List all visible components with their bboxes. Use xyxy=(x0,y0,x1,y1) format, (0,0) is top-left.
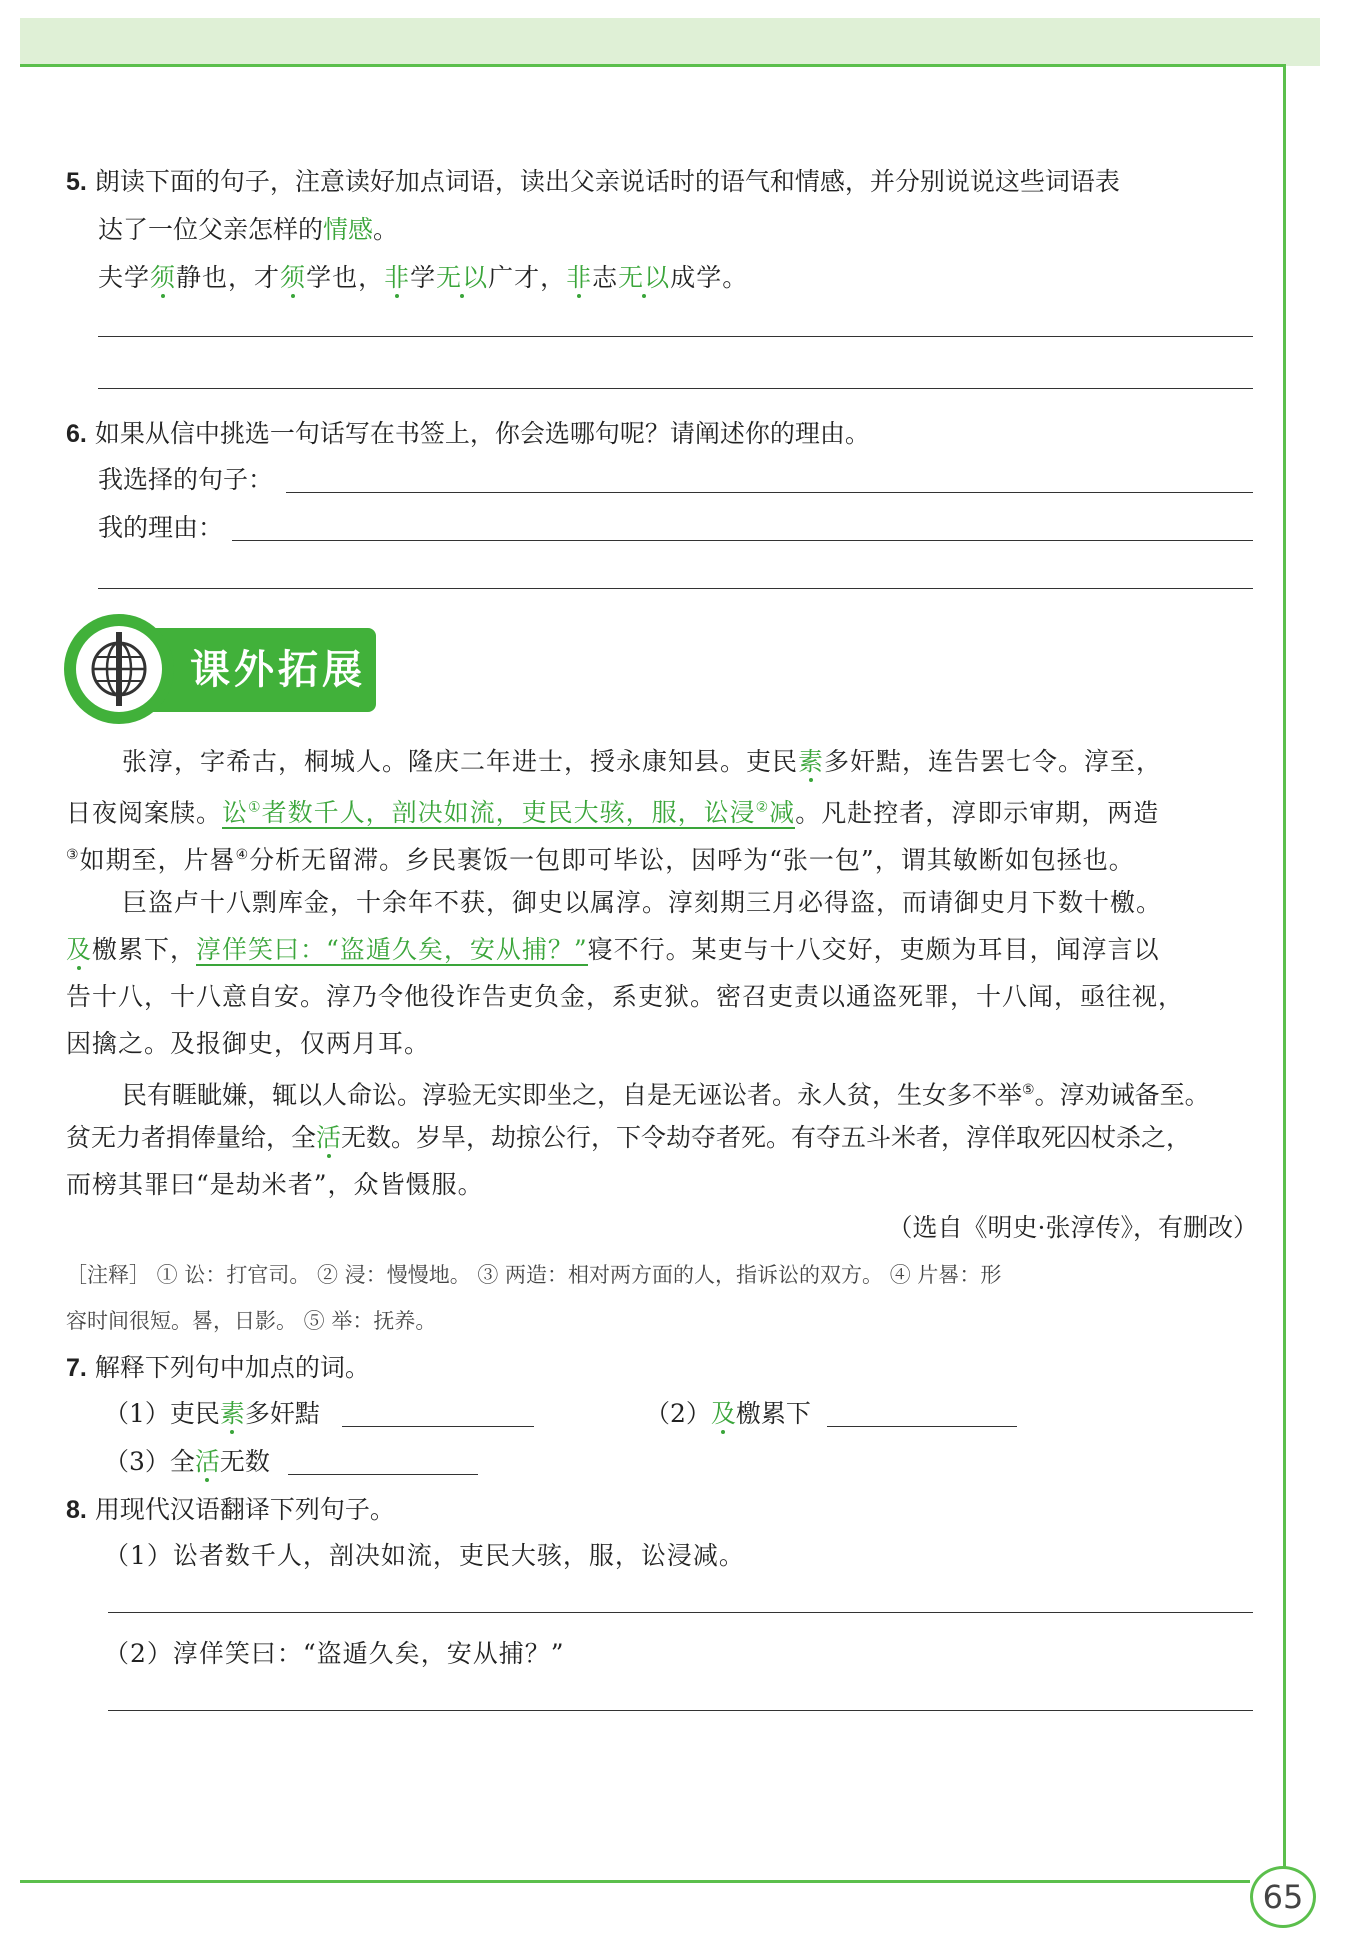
dotted-word: 须 xyxy=(280,263,307,292)
top-band xyxy=(20,18,1320,66)
question-number: 6. xyxy=(66,420,87,448)
annotation-notes xyxy=(66,1252,1256,1344)
text: 减 xyxy=(769,798,796,828)
dotted-word: 活 xyxy=(316,1123,342,1152)
question-text: 达了一位父亲怎样的 xyxy=(98,215,324,244)
question-8 xyxy=(66,1490,395,1530)
note-line: ［注释］ ① 讼：打官司。 ② 浸：慢慢地。 ③ 两造：相对两方面的人，指诉讼的双方。 ④ 片晷：形 xyxy=(66,1263,1002,1287)
dotted-word: 素 xyxy=(798,747,825,776)
frame-right-line xyxy=(1283,66,1286,1886)
item-7-1 xyxy=(104,1394,320,1434)
text: 贫无力者捐俸量给，全 xyxy=(66,1123,317,1152)
passage-line xyxy=(66,738,1256,785)
text: （3）全 xyxy=(104,1447,195,1476)
dotted-word: 非 xyxy=(566,263,593,292)
sentence-8-2: （2）淳佯笑曰：“盗遁久矣，安从捕？” xyxy=(104,1639,565,1668)
text: 张淳，字希古，桐城人。隆庆二年进士，授永康知县。吏民 xyxy=(122,747,799,776)
sentence-part: 志 xyxy=(592,263,619,292)
question-text: 如果从信中挑选一句话写在书签上，你会选哪句呢？请阐述你的理由。 xyxy=(94,419,870,448)
passage-line xyxy=(66,832,1256,883)
answer-line[interactable] xyxy=(232,540,1253,541)
sentence-8-1: （1）讼者数千人，剖决如流，吏民大骇，服，讼浸减。 xyxy=(104,1541,745,1570)
frame-top-line xyxy=(20,64,1286,67)
question-number: 5. xyxy=(66,168,87,196)
dotted-word: 活 xyxy=(194,1447,220,1476)
passage-line xyxy=(66,926,1256,973)
text: 。凡赴控者，淳即示审期，两造 xyxy=(795,798,1160,828)
passage-line: 因擒之。及报御史，仅两月耳。 xyxy=(66,1029,431,1058)
footnote-mark: ④ xyxy=(235,847,250,863)
dotted-word: 非 xyxy=(384,263,411,292)
passage-line: 巨盗卢十八剽库金，十余年不获，御史以属淳。淳刻期三月必得盗，而请御史月下数十檄。 xyxy=(122,888,1163,917)
passage-line xyxy=(66,785,1256,836)
passage-line: 而榜其罪曰“是劫米者”，众皆慑服。 xyxy=(66,1170,484,1199)
passage-line xyxy=(66,1067,1256,1118)
question-5-line2 xyxy=(98,210,398,250)
dotted-word: 素 xyxy=(219,1399,245,1428)
footnote-mark: ⑤ xyxy=(1022,1082,1035,1098)
text: 寝不行。某吏与十八交好，吏颇为耳目，闻淳言以 xyxy=(587,935,1160,964)
dotted-word: 及 xyxy=(66,935,93,964)
item-7-3 xyxy=(104,1442,270,1482)
text: 者数千人，剖决如流，吏民大骇，服，讼浸 xyxy=(261,798,756,828)
question-5 xyxy=(66,162,1120,202)
frame-bottom-line xyxy=(20,1880,1250,1883)
sentence-part: 静也，才 xyxy=(176,263,281,292)
footnote-mark: ① xyxy=(248,800,262,816)
keyword: 情感 xyxy=(323,215,374,244)
text: 无数 xyxy=(219,1447,270,1476)
question-number: 7. xyxy=(66,1354,87,1382)
label-chosen-sentence: 我选择的句子： xyxy=(98,465,274,494)
label-reason: 我的理由： xyxy=(98,513,224,542)
footnote-mark: ② xyxy=(755,800,770,816)
page-number: 65 xyxy=(1250,1866,1316,1928)
item-7-2 xyxy=(645,1394,811,1434)
question-7 xyxy=(66,1348,370,1388)
section-title: 课外拓展 xyxy=(190,647,366,693)
text: 无数。岁旱，劫掠公行，下令劫夺者死。有夺五斗米者，淳佯取死囚杖杀之， xyxy=(341,1123,1192,1152)
text: （2） xyxy=(645,1399,711,1428)
text: 。淳劝诫备至。 xyxy=(1034,1080,1210,1110)
answer-line[interactable] xyxy=(98,588,1253,589)
answer-line[interactable] xyxy=(108,1710,1253,1711)
text: 民有睚眦嫌，辄以人命讼。淳验无实即坐之，自是无诬讼者。永人贫，生女多不举 xyxy=(122,1080,1023,1110)
sentence-part: 成学。 xyxy=(670,263,749,292)
question-text: 解释下列句中加点的词。 xyxy=(94,1353,370,1382)
question-text: 用现代汉语翻译下列句子。 xyxy=(94,1495,395,1524)
passage-line xyxy=(66,1114,1256,1161)
question-number: 8. xyxy=(66,1496,87,1524)
answer-line[interactable] xyxy=(286,492,1253,493)
dotted-word: 无以 xyxy=(436,263,489,292)
answer-line[interactable] xyxy=(288,1474,478,1475)
text: 日夜阅案牍。 xyxy=(66,798,223,828)
sentence-part: 学 xyxy=(410,263,437,292)
answer-line[interactable] xyxy=(98,336,1253,337)
answer-line[interactable] xyxy=(108,1612,1253,1613)
footnote-mark: ③ xyxy=(66,847,80,863)
sentence-part: 学也， xyxy=(306,263,385,292)
passage-line: 告十八，十八意自安。淳乃令他役诈告吏负金，系吏狱。密召吏责以通盗死罪，十八闻，亟往视， xyxy=(66,982,1185,1011)
text: 多奸黠 xyxy=(244,1399,320,1428)
text: 如期至，片晷 xyxy=(79,845,236,875)
text: 讼 xyxy=(222,798,249,828)
underlined-sentence: 淳佯笑曰：“盗遁久矣，安从捕？” xyxy=(196,935,588,964)
text: （1）吏民 xyxy=(104,1399,220,1428)
answer-line[interactable] xyxy=(342,1426,534,1427)
text: 多奸黠，连告罢七令。淳至， xyxy=(824,747,1163,776)
sentence-part: 广才， xyxy=(488,263,567,292)
note-line: 容时间很短。晷，日影。 ⑤ 举：抚养。 xyxy=(66,1309,437,1333)
dotted-word: 无以 xyxy=(618,263,671,292)
quote-sentence xyxy=(98,258,748,298)
punct: 。 xyxy=(373,215,399,244)
text: 檄累下， xyxy=(92,935,197,964)
question-text: 朗读下面的句子，注意读好加点词语，读出父亲说话时的语气和情感，并分别说说这些词语表 xyxy=(94,167,1120,196)
text: 分析无留滞。乡民裹饭一包即可毕讼，因呼为“张一包”，谓其敏断如包拯也。 xyxy=(249,845,1135,875)
globe-icon xyxy=(76,626,162,712)
source-citation: （选自《明史·张淳传》，有删改） xyxy=(887,1213,1258,1242)
underlined-sentence xyxy=(222,798,795,829)
sentence-part: 夫学 xyxy=(98,263,151,292)
answer-line[interactable] xyxy=(98,388,1253,389)
dotted-word: 须 xyxy=(150,263,177,292)
dotted-word: 及 xyxy=(710,1399,736,1428)
question-6 xyxy=(66,414,870,454)
text: 檄累下 xyxy=(735,1399,811,1428)
answer-line[interactable] xyxy=(827,1426,1017,1427)
